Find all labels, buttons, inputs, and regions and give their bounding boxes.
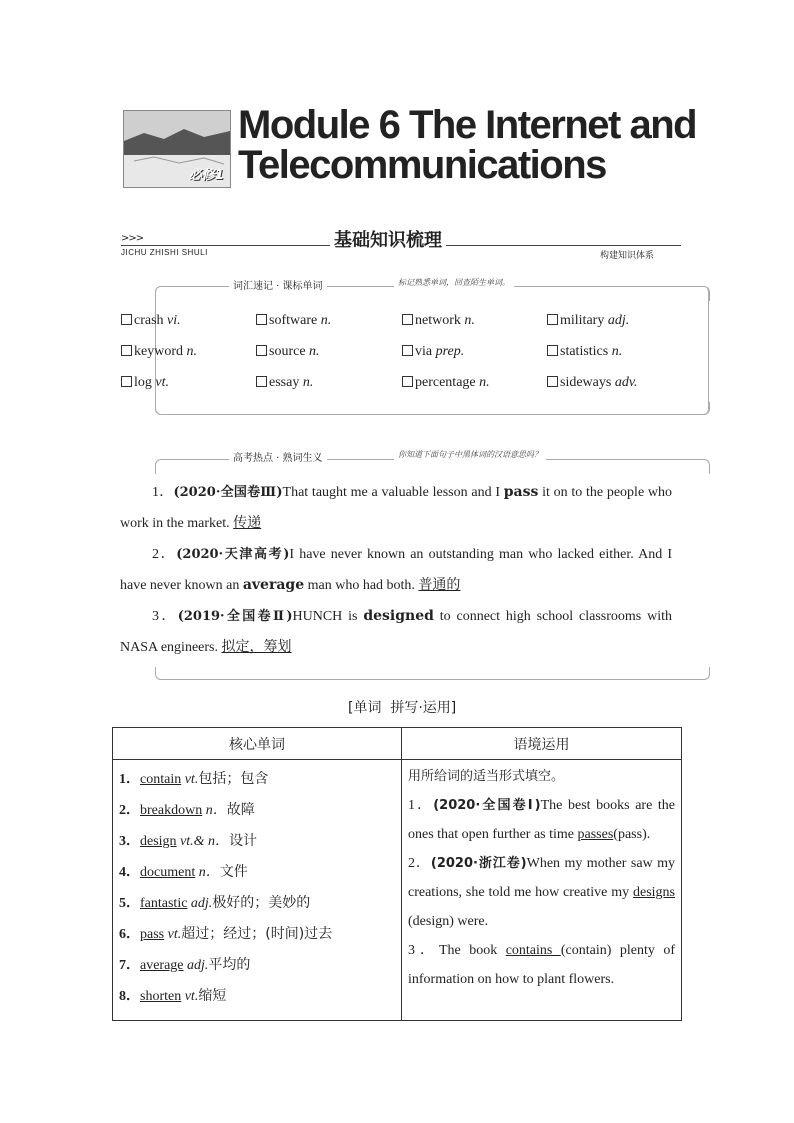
hot-answer-1: 传递 bbox=[233, 515, 262, 531]
core-word: design bbox=[140, 834, 177, 849]
hot-answer-2: 普通的 bbox=[418, 577, 461, 593]
checkbox-icon[interactable] bbox=[121, 345, 132, 356]
vocab-box-note: 标记熟悉单词，回查陌生单词。 bbox=[394, 277, 514, 288]
context-intro: 用所给词的适当形式填空。 bbox=[408, 769, 565, 784]
hot-item-3: 3．(2019·全国卷Ⅱ)HUNCH is designed to connect high school classrooms with NASA engineers. 拟定，筹划 bbox=[120, 608, 673, 655]
context-answer-3: contains bbox=[505, 943, 561, 958]
core-word-row: 1．contain vt.包括；包含 bbox=[119, 771, 269, 787]
context-item-1: 1．(2020·全国卷Ⅰ)The best books are the ones that open further as time passes(pass). bbox=[408, 798, 676, 842]
checkbox-icon[interactable] bbox=[121, 376, 132, 387]
table-head-left: 核心单词 bbox=[113, 728, 402, 760]
vocab-item: sideways adv. bbox=[547, 375, 638, 391]
core-words-list bbox=[119, 764, 401, 1012]
hot-box-tag: 高考热点 · 熟词生义 bbox=[229, 449, 327, 464]
context-answer-1: passes bbox=[577, 827, 614, 842]
checkbox-icon[interactable] bbox=[402, 345, 413, 356]
core-word-row: 6．pass vt.超过；经过；(时间)过去 bbox=[119, 926, 333, 942]
word-table bbox=[112, 727, 682, 1021]
vocab-item: source n. bbox=[256, 344, 320, 360]
checkbox-icon[interactable] bbox=[547, 345, 558, 356]
checkbox-icon[interactable] bbox=[256, 345, 267, 356]
checkbox-icon[interactable] bbox=[256, 314, 267, 325]
vocab-item: log vt. bbox=[121, 375, 169, 391]
section-arrows: >>> bbox=[121, 233, 144, 244]
core-word: shorten bbox=[140, 989, 182, 1004]
core-word-row: 3．design vt.& n．设计 bbox=[119, 833, 258, 849]
vocab-item: via prep. bbox=[402, 344, 464, 360]
checkbox-icon[interactable] bbox=[547, 376, 558, 387]
section-pinyin: JICHU ZHISHI SHULI bbox=[121, 248, 208, 257]
hot-answer-3: 拟定，筹划 bbox=[221, 639, 292, 655]
core-word-row: 5．fantastic adj.极好的；美妙的 bbox=[119, 895, 311, 911]
title-line-2: Telecommunications bbox=[238, 143, 606, 187]
checkbox-icon[interactable] bbox=[402, 314, 413, 325]
core-word-row: 8．shorten vt.缩短 bbox=[119, 988, 227, 1004]
vocab-item: keyword n. bbox=[121, 344, 197, 360]
vocab-box-bottomline bbox=[155, 402, 710, 415]
section-title: 基础知识梳理 bbox=[330, 226, 446, 252]
context-answer-2: designs bbox=[633, 885, 675, 900]
table-head-right: 语境运用 bbox=[402, 728, 682, 760]
section-right-label: 构建知识体系 bbox=[600, 251, 655, 261]
vocab-item: software n. bbox=[256, 313, 331, 329]
core-word-row: 7．average adj.平均的 bbox=[119, 957, 251, 973]
core-word: fantastic bbox=[140, 896, 188, 911]
table-caption: [单词 拼写·运用] bbox=[348, 700, 457, 716]
checkbox-icon[interactable] bbox=[547, 314, 558, 325]
badge-label: 必修1 bbox=[188, 168, 224, 183]
hot-box-note: 你知道下面句子中黑体词的汉语意思吗？ bbox=[394, 449, 546, 460]
core-word: pass bbox=[140, 927, 165, 942]
core-word: breakdown bbox=[140, 803, 203, 818]
vocab-box-tag: 词汇速记 · 课标单词 bbox=[229, 277, 327, 292]
hot-item-1: 1．(2020·全国卷Ⅲ)That taught me a valuable lesson and I pass it on to the people who work in the market. 传递 bbox=[120, 484, 673, 531]
context-item-3: 3．The book contains (contain) plenty of information on how to plant flowers. bbox=[408, 943, 675, 987]
vocab-item: essay n. bbox=[256, 375, 313, 391]
vocab-item: crash vi. bbox=[121, 313, 181, 329]
hot-item-2: 2．(2020·天津高考)I have never known an outstanding man who lacked either. And I have never known an average man who had both. 普通的 bbox=[120, 547, 673, 593]
core-words-cell bbox=[113, 760, 402, 1021]
checkbox-icon[interactable] bbox=[256, 376, 267, 387]
checkbox-icon[interactable] bbox=[121, 314, 132, 325]
core-word: average bbox=[140, 958, 184, 973]
vocab-item: statistics n. bbox=[547, 344, 622, 360]
hot-list bbox=[120, 477, 672, 663]
checkbox-icon[interactable] bbox=[402, 376, 413, 387]
vocab-item: network n. bbox=[402, 313, 475, 329]
core-word-row: 4．document n．文件 bbox=[119, 864, 248, 880]
context-cell bbox=[402, 760, 682, 1021]
core-word: contain bbox=[140, 772, 182, 787]
module-title bbox=[238, 105, 696, 185]
module-badge bbox=[123, 110, 231, 188]
hot-box-bottomline bbox=[155, 667, 710, 680]
core-word-row: 2．breakdown n．故障 bbox=[119, 802, 255, 818]
context-item-2: 2．(2020·浙江卷)When my mother saw my creations, she told me how creative my designs (design) were. bbox=[408, 856, 675, 929]
title-line-1: Module 6 The Internet and bbox=[238, 103, 697, 147]
core-word: document bbox=[140, 865, 196, 880]
vocab-item: percentage n. bbox=[402, 375, 490, 391]
vocab-item: military adj. bbox=[547, 313, 629, 329]
